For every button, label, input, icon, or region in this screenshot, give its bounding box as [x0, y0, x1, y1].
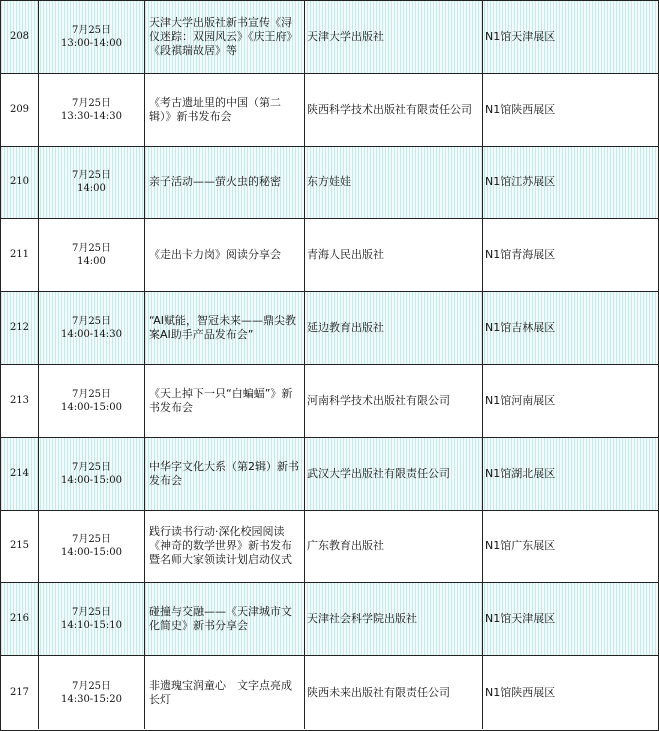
publisher: 广东教育出版社	[305, 511, 483, 583]
event-date: 7月25日	[71, 243, 112, 255]
event-title: 《天上掉下一只“白蝙蝠”》新书发布会	[145, 365, 305, 437]
location: N1馆广东展区	[485, 539, 556, 553]
table-row	[1, 438, 658, 511]
event-date: 7月25日	[71, 388, 112, 400]
row-number: 215	[1, 511, 39, 583]
row-number: 213	[1, 365, 39, 437]
event-title: 践行读书行动·深化校园阅读《神奇的数学世界》新书发布暨名师大家领读计划启动仪式	[145, 511, 305, 583]
table-row	[1, 656, 658, 729]
event-time: 14:30-15:20	[60, 693, 122, 705]
event-title: 《考古遗址里的中国（第二辑）》新书发布会	[145, 74, 305, 146]
date-time-cell	[39, 292, 145, 364]
event-time: 14:00-15:00	[60, 401, 122, 413]
location: N1馆青海展区	[485, 248, 556, 262]
publisher: 天津大学出版社	[305, 1, 483, 73]
date-time-cell	[39, 511, 145, 583]
event-time: 14:00-14:30	[60, 329, 122, 341]
event-time: 13:00-14:00	[60, 37, 122, 49]
publisher: 武汉大学出版社有限责任公司	[305, 438, 483, 510]
event-date: 7月25日	[71, 607, 112, 619]
publisher: 东方娃娃	[305, 147, 483, 219]
date-time-cell	[39, 219, 145, 291]
date-time-cell	[39, 583, 145, 655]
event-date: 7月25日	[71, 680, 112, 692]
table-row	[1, 292, 658, 365]
row-number: 217	[1, 656, 39, 729]
event-title: 天津大学出版社新书宣传《浔仪迷踪：双园风云》《庆王府》《段祺瑞故居》等	[145, 1, 305, 73]
row-number: 216	[1, 583, 39, 655]
location: N1馆湖北展区	[485, 466, 556, 480]
table-row	[1, 511, 658, 584]
table-row	[1, 74, 658, 147]
row-number: 211	[1, 219, 39, 291]
publisher: 延边教育出版社	[305, 292, 483, 364]
table-row	[1, 365, 658, 438]
table-row	[1, 147, 658, 220]
publisher: 河南科学技术出版社有限公司	[305, 365, 483, 437]
event-title: “AI赋能，智冠未来——鼎尖教案AI助手产品发布会”	[145, 292, 305, 364]
event-time: 14:10-15:10	[60, 620, 122, 632]
date-time-cell	[39, 365, 145, 437]
event-time: 14:00-15:00	[60, 547, 122, 559]
row-number: 210	[1, 147, 39, 219]
row-number: 212	[1, 292, 39, 364]
event-date: 7月25日	[71, 97, 112, 109]
location: N1馆陕西展区	[485, 102, 556, 116]
location: N1馆吉林展区	[485, 321, 556, 335]
event-time: 13:30-14:30	[60, 110, 122, 122]
location: N1馆天津展区	[485, 612, 556, 626]
publisher: 天津社会科学院出版社	[305, 583, 483, 655]
event-date: 7月25日	[71, 461, 112, 473]
location: N1馆江苏展区	[485, 175, 556, 189]
location: N1馆河南展区	[485, 393, 556, 407]
event-date: 7月25日	[71, 24, 112, 36]
event-date: 7月25日	[71, 534, 112, 546]
row-number: 214	[1, 438, 39, 510]
row-number: 209	[1, 74, 39, 146]
publisher: 青海人民出版社	[305, 219, 483, 291]
event-title: 《走出卡力岗》阅读分享会	[145, 219, 305, 291]
row-number: 208	[1, 1, 39, 73]
table-row	[1, 1, 658, 74]
event-time: 14:00	[77, 256, 106, 268]
date-time-cell	[39, 74, 145, 146]
event-date: 7月25日	[71, 170, 112, 182]
event-title: 中华字文化大系（第2辑）新书发布会	[145, 438, 305, 510]
location: N1馆天津展区	[485, 29, 556, 43]
event-title: 碰撞与交融——《天津城市文化简史》新书分享会	[145, 583, 305, 655]
date-time-cell	[39, 147, 145, 219]
publisher: 陕西未来出版社有限责任公司	[305, 656, 483, 729]
date-time-cell	[39, 438, 145, 510]
event-time: 14:00-15:00	[60, 474, 122, 486]
event-title: 亲子活动——萤火虫的秘密	[145, 147, 305, 219]
location: N1馆陕西展区	[485, 685, 556, 699]
table-row	[1, 219, 658, 292]
event-time: 14:00	[77, 183, 106, 195]
event-title: 非遗瑰宝润童心 文字点亮成长灯	[145, 656, 305, 729]
event-date: 7月25日	[71, 316, 112, 328]
date-time-cell	[39, 1, 145, 73]
date-time-cell	[39, 656, 145, 729]
table-row	[1, 583, 658, 656]
publisher: 陕西科学技术出版社有限责任公司	[305, 74, 483, 146]
